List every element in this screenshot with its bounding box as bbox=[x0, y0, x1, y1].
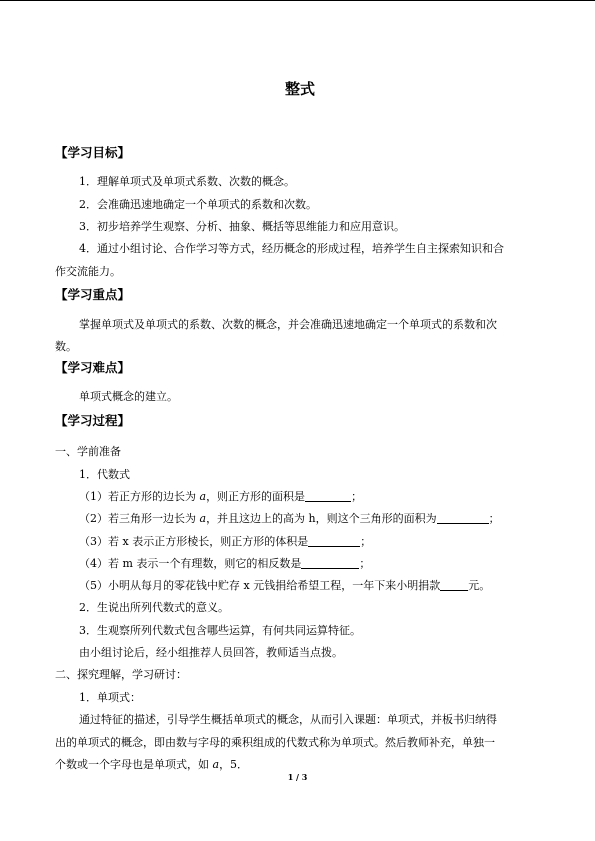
key-points-text: 掌握单项式及单项式的系数、次数的概念，并会准确迅速地确定一个单项式的系数和次 bbox=[79, 318, 497, 331]
question-text: （3）若 x 表示正方形棱长，则正方形的体积是 bbox=[79, 535, 309, 548]
item-title: 1．代数式 bbox=[79, 468, 130, 481]
question-end: ； bbox=[351, 490, 363, 503]
question-line bbox=[79, 490, 362, 504]
answer-blank[interactable] bbox=[308, 536, 360, 547]
objective-item: 2．会准确迅速地确定一个单项式的系数和次数。 bbox=[79, 198, 317, 211]
objective-item: 4．通过小组讨论、合作学习等方式，经历概念的形成过程，培养学生自主探索知识和合 bbox=[79, 242, 504, 255]
item-title: 1．单项式： bbox=[79, 691, 141, 704]
objectives-heading: 【学习目标】 bbox=[55, 145, 131, 160]
part-title: 一、学前准备 bbox=[55, 445, 121, 458]
objective-item: 作交流能力。 bbox=[55, 265, 121, 278]
document-title: 整式 bbox=[284, 80, 315, 98]
answer-blank[interactable] bbox=[440, 580, 468, 591]
objective-item: 3．初步培养学生观察、分析、抽象、概括等思维能力和应用意识。 bbox=[79, 220, 405, 233]
item-text: 2．生说出所列代数式的意义。 bbox=[79, 601, 229, 614]
key-points-text: 数。 bbox=[55, 340, 77, 353]
part-title: 二、探究理解，学习研讨： bbox=[55, 668, 187, 681]
answer-blank[interactable] bbox=[305, 491, 351, 502]
question-end: ； bbox=[488, 512, 500, 525]
difficulties-heading: 【学习难点】 bbox=[55, 360, 131, 375]
question-line bbox=[79, 512, 500, 526]
item-text: 3．生观察所列代数式包含哪些运算，有何共同运算特征。 bbox=[79, 624, 361, 637]
top-rule bbox=[0, 0, 595, 1]
objective-item: 1．理解单项式及单项式系数、次数的概念。 bbox=[79, 175, 295, 188]
question-line bbox=[79, 557, 370, 571]
question-end: ； bbox=[360, 535, 372, 548]
question-text: （5）小明从每月的零花钱中贮存 x 元钱捐给希望工程，一年下来小明捐款 bbox=[79, 579, 441, 592]
answer-blank[interactable] bbox=[437, 513, 489, 524]
difficulties-text: 单项式概念的建立。 bbox=[79, 390, 178, 403]
page-number: 1 / 3 bbox=[287, 772, 308, 782]
question-text: ，则正方形的面积是 bbox=[206, 490, 306, 503]
question-end: ； bbox=[359, 557, 371, 570]
question-text: （4）若 m 表示一个有理数，则它的相反数是 bbox=[79, 557, 302, 570]
variable: a bbox=[212, 758, 220, 771]
note-text: 由小组讨论后，经小组推荐人员回答，教师适当点拨。 bbox=[79, 646, 343, 659]
paragraph-text: 个数或一个字母也是单项式，如 bbox=[55, 758, 213, 771]
question-line bbox=[79, 535, 371, 549]
paragraph-line: 出的单项式的概念，即由数与字母的乘积组成的代数式称为单项式。然后教师补充，单独一 bbox=[55, 736, 495, 749]
variable: a bbox=[199, 490, 207, 503]
question-text: ，并且这边上的高为 h，则这个三角形的面积为 bbox=[206, 512, 437, 525]
paragraph-line: 通过特征的描述，引导学生概括单项式的概念，从而引入课题：单项式，并板书归纳得 bbox=[79, 713, 497, 726]
question-end: 元。 bbox=[468, 579, 491, 592]
variable: a bbox=[199, 512, 207, 525]
paragraph-line bbox=[55, 758, 248, 772]
paragraph-text: ，5． bbox=[219, 758, 249, 771]
answer-blank[interactable] bbox=[301, 558, 359, 569]
question-text: （1）若正方形的边长为 bbox=[79, 490, 200, 503]
process-heading: 【学习过程】 bbox=[55, 413, 131, 428]
key-points-heading: 【学习重点】 bbox=[55, 287, 131, 302]
question-line bbox=[79, 579, 490, 593]
question-text: （2）若三角形一边长为 bbox=[79, 512, 200, 525]
